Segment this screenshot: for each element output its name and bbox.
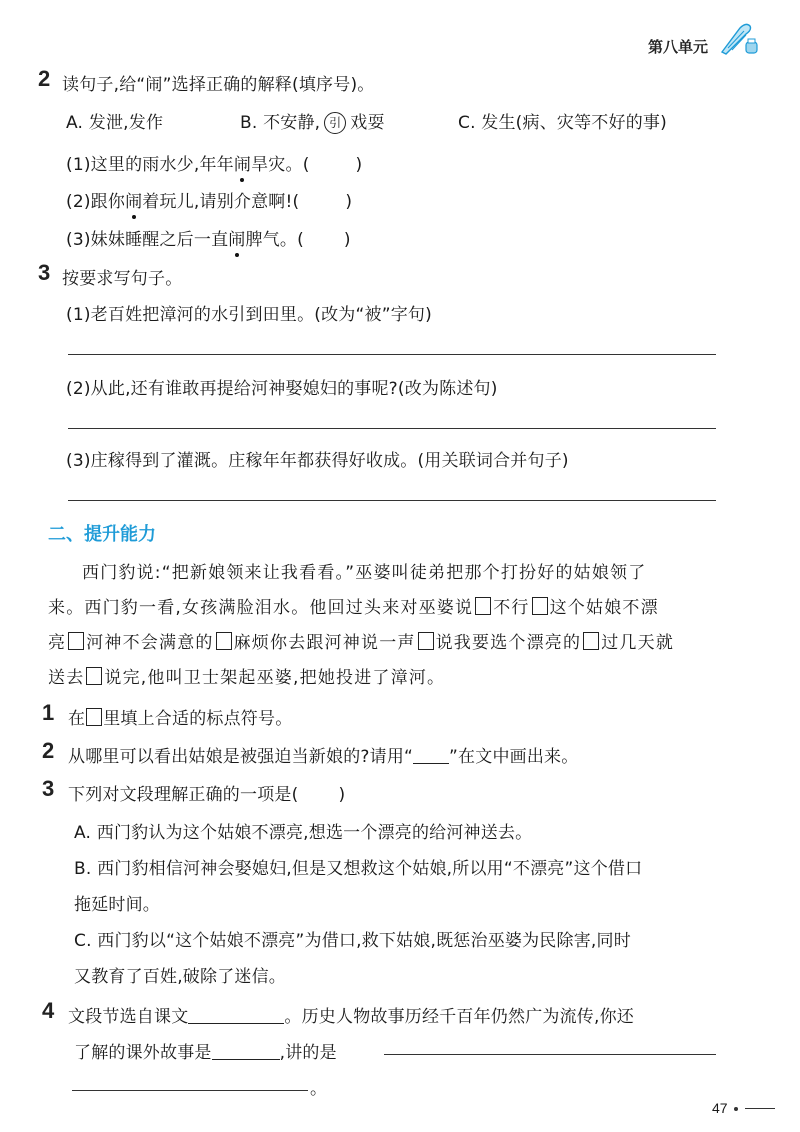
passage-text: 麻烦你去跟河神说一声 [233,633,416,653]
underline-symbol [413,747,449,764]
passage-text: 过几天就 [601,633,675,653]
passage-text: 亮 [48,633,67,653]
option-a: A. 发泄,发作 [66,113,164,133]
question-prompt [68,742,578,767]
paren-close: ) [343,230,351,250]
reading-passage [48,556,718,696]
question-prompt: 读句子,给“闹”选择正确的解释(填序号)。 [62,75,375,95]
sentence-text: 旱灾。( [251,155,310,175]
passage-text: 河神不会满意的 [86,633,214,653]
prompt-text: 了解的课外故事是 [74,1043,212,1063]
punctuation-box[interactable] [532,597,548,615]
option-b [240,108,385,134]
prompt-text: 下列对文段理解正确的一项是( [68,785,299,805]
punctuation-box[interactable] [418,632,434,650]
passage-line: 西门豹说:“把新娘领来让我看看。”巫婆叫徒弟把那个打扮好的姑娘领了 [82,563,647,583]
rewrite-item: (3)庄稼得到了灌溉。庄稼年年都获得好收成。(用关联词合并句子) [66,451,569,471]
sentence-item [66,187,352,212]
page-number [712,1100,775,1116]
sentence-text: 脾气。( [245,230,304,250]
passage-line [48,626,718,661]
answer-line[interactable] [384,1054,716,1055]
answer-blank[interactable] [212,1043,280,1060]
section-title: 二、提升能力 [48,524,156,545]
page-dot-icon [734,1107,738,1111]
page-dash [745,1108,775,1109]
passage-text: 送去 [48,668,85,688]
question-prompt [68,780,345,805]
answer-line[interactable] [68,500,716,501]
passage-line [48,661,718,696]
emphasized-char: 闹 [228,225,245,250]
question-number: 2 [38,66,51,91]
question-prompt [68,1002,634,1027]
question-number: 1 [42,700,55,725]
answer-blank[interactable] [188,1007,284,1024]
prompt-text: 里填上合适的标点符号。 [103,709,293,729]
rewrite-item: (2)从此,还有谁敢再提给河神娶媳妇的事呢?(改为陈述句) [66,379,498,399]
answer-line[interactable] [68,354,716,355]
punctuation-box[interactable] [475,597,491,615]
prompt-text: 文段节选自课文 [68,1007,189,1027]
paren-close: ) [355,155,363,175]
prompt-text: 。历史人物故事历经千百年仍然广为流传,你还 [284,1007,635,1027]
option-b-circled-char: 引 [324,112,346,134]
punctuation-box[interactable] [216,632,232,650]
choice-option-c-cont: 又教育了百姓,破除了迷信。 [74,967,287,987]
sentence-text: (3)妹妹睡醒之后一直 [66,230,229,250]
passage-line [48,591,718,626]
choice-option-c[interactable]: C. 西门豹以“这个姑娘不漂亮”为借口,救下姑娘,既惩治巫婆为民除害,同时 [74,931,631,951]
punctuation-box[interactable] [583,632,599,650]
emphasized-char: 闹 [234,150,251,175]
unit-title: 第八单元 [648,38,709,56]
question-prompt-line [74,1038,337,1063]
answer-line[interactable] [68,428,716,429]
option-b-text-tail: 戏耍 [350,113,385,133]
prompt-text: ”在文中画出来。 [449,747,579,767]
paren-close: ) [338,785,346,805]
sentence-text: 着玩儿,请别介意啊!( [142,192,300,212]
prompt-text: 从哪里可以看出姑娘是被强迫当新娘的?请用“ [68,747,414,767]
choice-option-b[interactable]: B. 西门豹相信河神会娶媳妇,但是又想救这个姑娘,所以用“不漂亮”这个借口 [74,859,643,879]
sentence-item [66,150,362,175]
option-b-text: B. 不安静, [240,113,321,133]
passage-text: 说完,他叫卫士架起巫婆,把她投进了漳河。 [104,668,446,688]
question-number: 3 [38,260,51,285]
question-number: 3 [42,776,55,801]
sentence-text: (1)这里的雨水少,年年 [66,155,234,175]
prompt-text: ,讲的是 [279,1043,337,1063]
sentence-text: (2)跟你 [66,192,126,212]
choice-option-b-cont: 拖延时间。 [74,895,160,915]
rewrite-item: (1)老百姓把漳河的水引到田里。(改为“被”字句) [66,305,432,325]
passage-text: 不行 [493,598,530,618]
punctuation-box[interactable] [86,667,102,685]
pen-and-ink-icon [718,22,760,56]
question-prompt: 按要求写句子。 [62,269,183,289]
emphasized-char: 闹 [125,187,142,212]
paren-close: ) [345,192,353,212]
choice-option-a[interactable]: A. 西门豹认为这个姑娘不漂亮,想选一个漂亮的给河神送去。 [74,823,533,843]
answer-line[interactable] [72,1090,308,1091]
page-number-text: 47 [712,1100,728,1116]
sentence-item [66,225,351,250]
question-number: 2 [42,738,55,763]
period-mark: 。 [310,1079,328,1099]
box-symbol [86,708,102,726]
prompt-text: 在 [68,709,86,729]
question-prompt [68,704,292,729]
punctuation-box[interactable] [68,632,84,650]
option-c: C. 发生(病、灾等不好的事) [458,113,667,133]
passage-text: 来。西门豹一看,女孩满脸泪水。他回过头来对巫婆说 [48,598,474,618]
passage-text: 说我要选个漂亮的 [435,633,582,653]
question-number: 4 [42,998,55,1023]
passage-text: 这个姑娘不漂 [549,598,659,618]
